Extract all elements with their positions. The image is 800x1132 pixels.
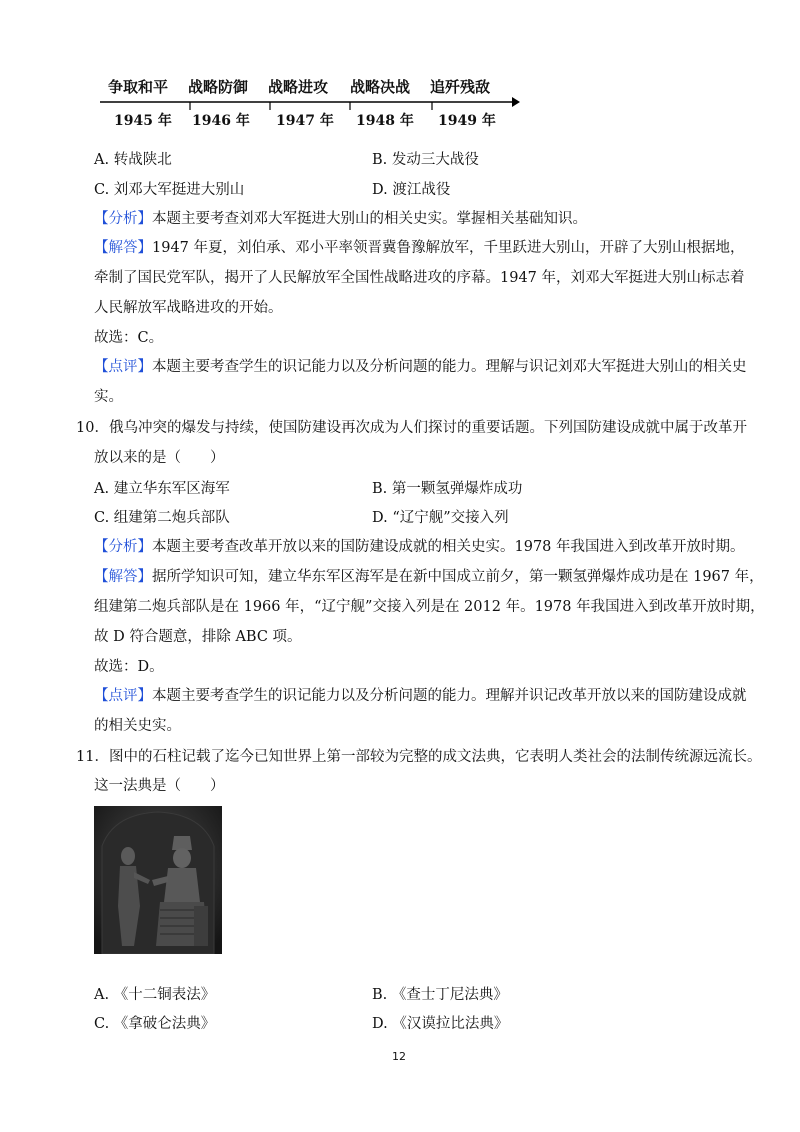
q11-option-b: B. 《查士丁尼法典》 (372, 987, 508, 1003)
timeline-stage-5: 追歼残敌 (430, 78, 491, 96)
answer-tag: 【解答】 (94, 240, 152, 256)
q9-choice: 故选：C。 (94, 330, 164, 346)
timeline (100, 72, 530, 134)
q10-choice: 故选：D。 (94, 659, 164, 675)
q9-answer-line-3: 人民解放军战略进攻的开始。 (94, 300, 283, 316)
timeline-year-3: 1947 年 (276, 113, 334, 129)
q10-answer-line-2: 组建第二炮兵部队是在 1966 年，“辽宁舰”交接入列是在 2012 年。1978 年我国进入到改革开放时期， (94, 599, 765, 615)
analysis-text: 本题主要考查刘邓大军挺进大别山的相关史实。掌握相关基础知识。 (152, 211, 587, 227)
q9-answer-line-2: 牵制了国民党军队，揭开了人民解放军全国性战略进攻的序幕。1947 年，刘邓大军挺进大别山标志着 (94, 270, 745, 286)
timeline-stage-2: 战略防御 (188, 78, 249, 96)
q9-analysis (94, 209, 587, 229)
q9-option-c: C. 刘邓大军挺进大别山 (94, 182, 245, 198)
q9-option-b: B. 发动三大战役 (372, 152, 479, 168)
q10-option-a: A. 建立华东军区海军 (94, 481, 230, 497)
q9-comment-line-1 (94, 357, 747, 377)
timeline-year-1: 1945 年 (114, 113, 172, 129)
comment-tag: 【点评】 (94, 359, 152, 375)
answer-tag: 【解答】 (94, 569, 152, 585)
q10-comment-line-1 (94, 686, 747, 706)
comment-text: 本题主要考查学生的识记能力以及分析问题的能力。理解与识记刘邓大军挺进大别山的相关史 (152, 359, 747, 375)
analysis-tag: 【分析】 (94, 539, 152, 555)
stele-relief-illustration (94, 806, 222, 954)
comment-tag: 【点评】 (94, 688, 152, 704)
q10-stem-line-1: 10．俄乌冲突的爆发与持续，使国防建设再次成为人们探讨的重要话题。下列国防建设成就中属于改革开 (76, 420, 747, 436)
timeline-year-5: 1949 年 (438, 113, 496, 129)
answer-text: 1947 年夏，刘伯承、邓小平率领晋冀鲁豫解放军，千里跃进大别山，开辟了大别山根据地， (152, 240, 745, 256)
timeline-stage-4: 战略决战 (350, 78, 411, 96)
q10-option-c: C. 组建第二炮兵部队 (94, 510, 230, 526)
q11-stem-line-1: 11．图中的石柱记载了迄今已知世界上第一部较为完整的成文法典，它表明人类社会的法制传统源远流长。 (76, 749, 762, 765)
q10-comment-line-2: 的相关史实。 (94, 718, 181, 734)
q9-option-d: D. 渡江战役 (372, 182, 451, 198)
q10-answer-line-3: 故 D 符合题意，排除 ABC 项。 (94, 629, 302, 645)
q11-stem-line-2: 这一法典是（ ） (94, 778, 225, 794)
q9-option-a: A. 转战陕北 (94, 152, 172, 168)
q10-option-d: D. “辽宁舰”交接入列 (372, 510, 509, 526)
q10-analysis (94, 537, 745, 557)
timeline-stage-3: 战略进攻 (268, 78, 329, 96)
q9-comment-line-2: 实。 (94, 389, 123, 405)
q9-answer-line-1 (94, 238, 745, 258)
timeline-year-4: 1948 年 (356, 113, 414, 129)
q10-answer-line-1 (94, 567, 764, 587)
q11-option-c: C. 《拿破仑法典》 (94, 1016, 216, 1032)
analysis-tag: 【分析】 (94, 211, 152, 227)
q11-option-d: D. 《汉谟拉比法典》 (372, 1016, 509, 1032)
page-number: 12 (392, 1050, 406, 1063)
timeline-year-2: 1946 年 (192, 113, 250, 129)
timeline-stage-1: 争取和平 (108, 78, 169, 96)
answer-text: 据所学知识可知，建立华东军区海军是在新中国成立前夕，第一颗氢弹爆炸成功是在 1967 年， (152, 569, 764, 585)
q10-option-b: B. 第一颗氢弹爆炸成功 (372, 481, 523, 497)
analysis-text: 本题主要考查改革开放以来的国防建设成就的相关史实。1978 年我国进入到改革开放时期。 (152, 539, 745, 555)
q11-option-a: A. 《十二铜表法》 (94, 987, 216, 1003)
q10-stem-line-2: 放以来的是（ ） (94, 450, 225, 466)
comment-text: 本题主要考查学生的识记能力以及分析问题的能力。理解并识记改革开放以来的国防建设成就 (152, 688, 747, 704)
stele-image (94, 806, 222, 954)
